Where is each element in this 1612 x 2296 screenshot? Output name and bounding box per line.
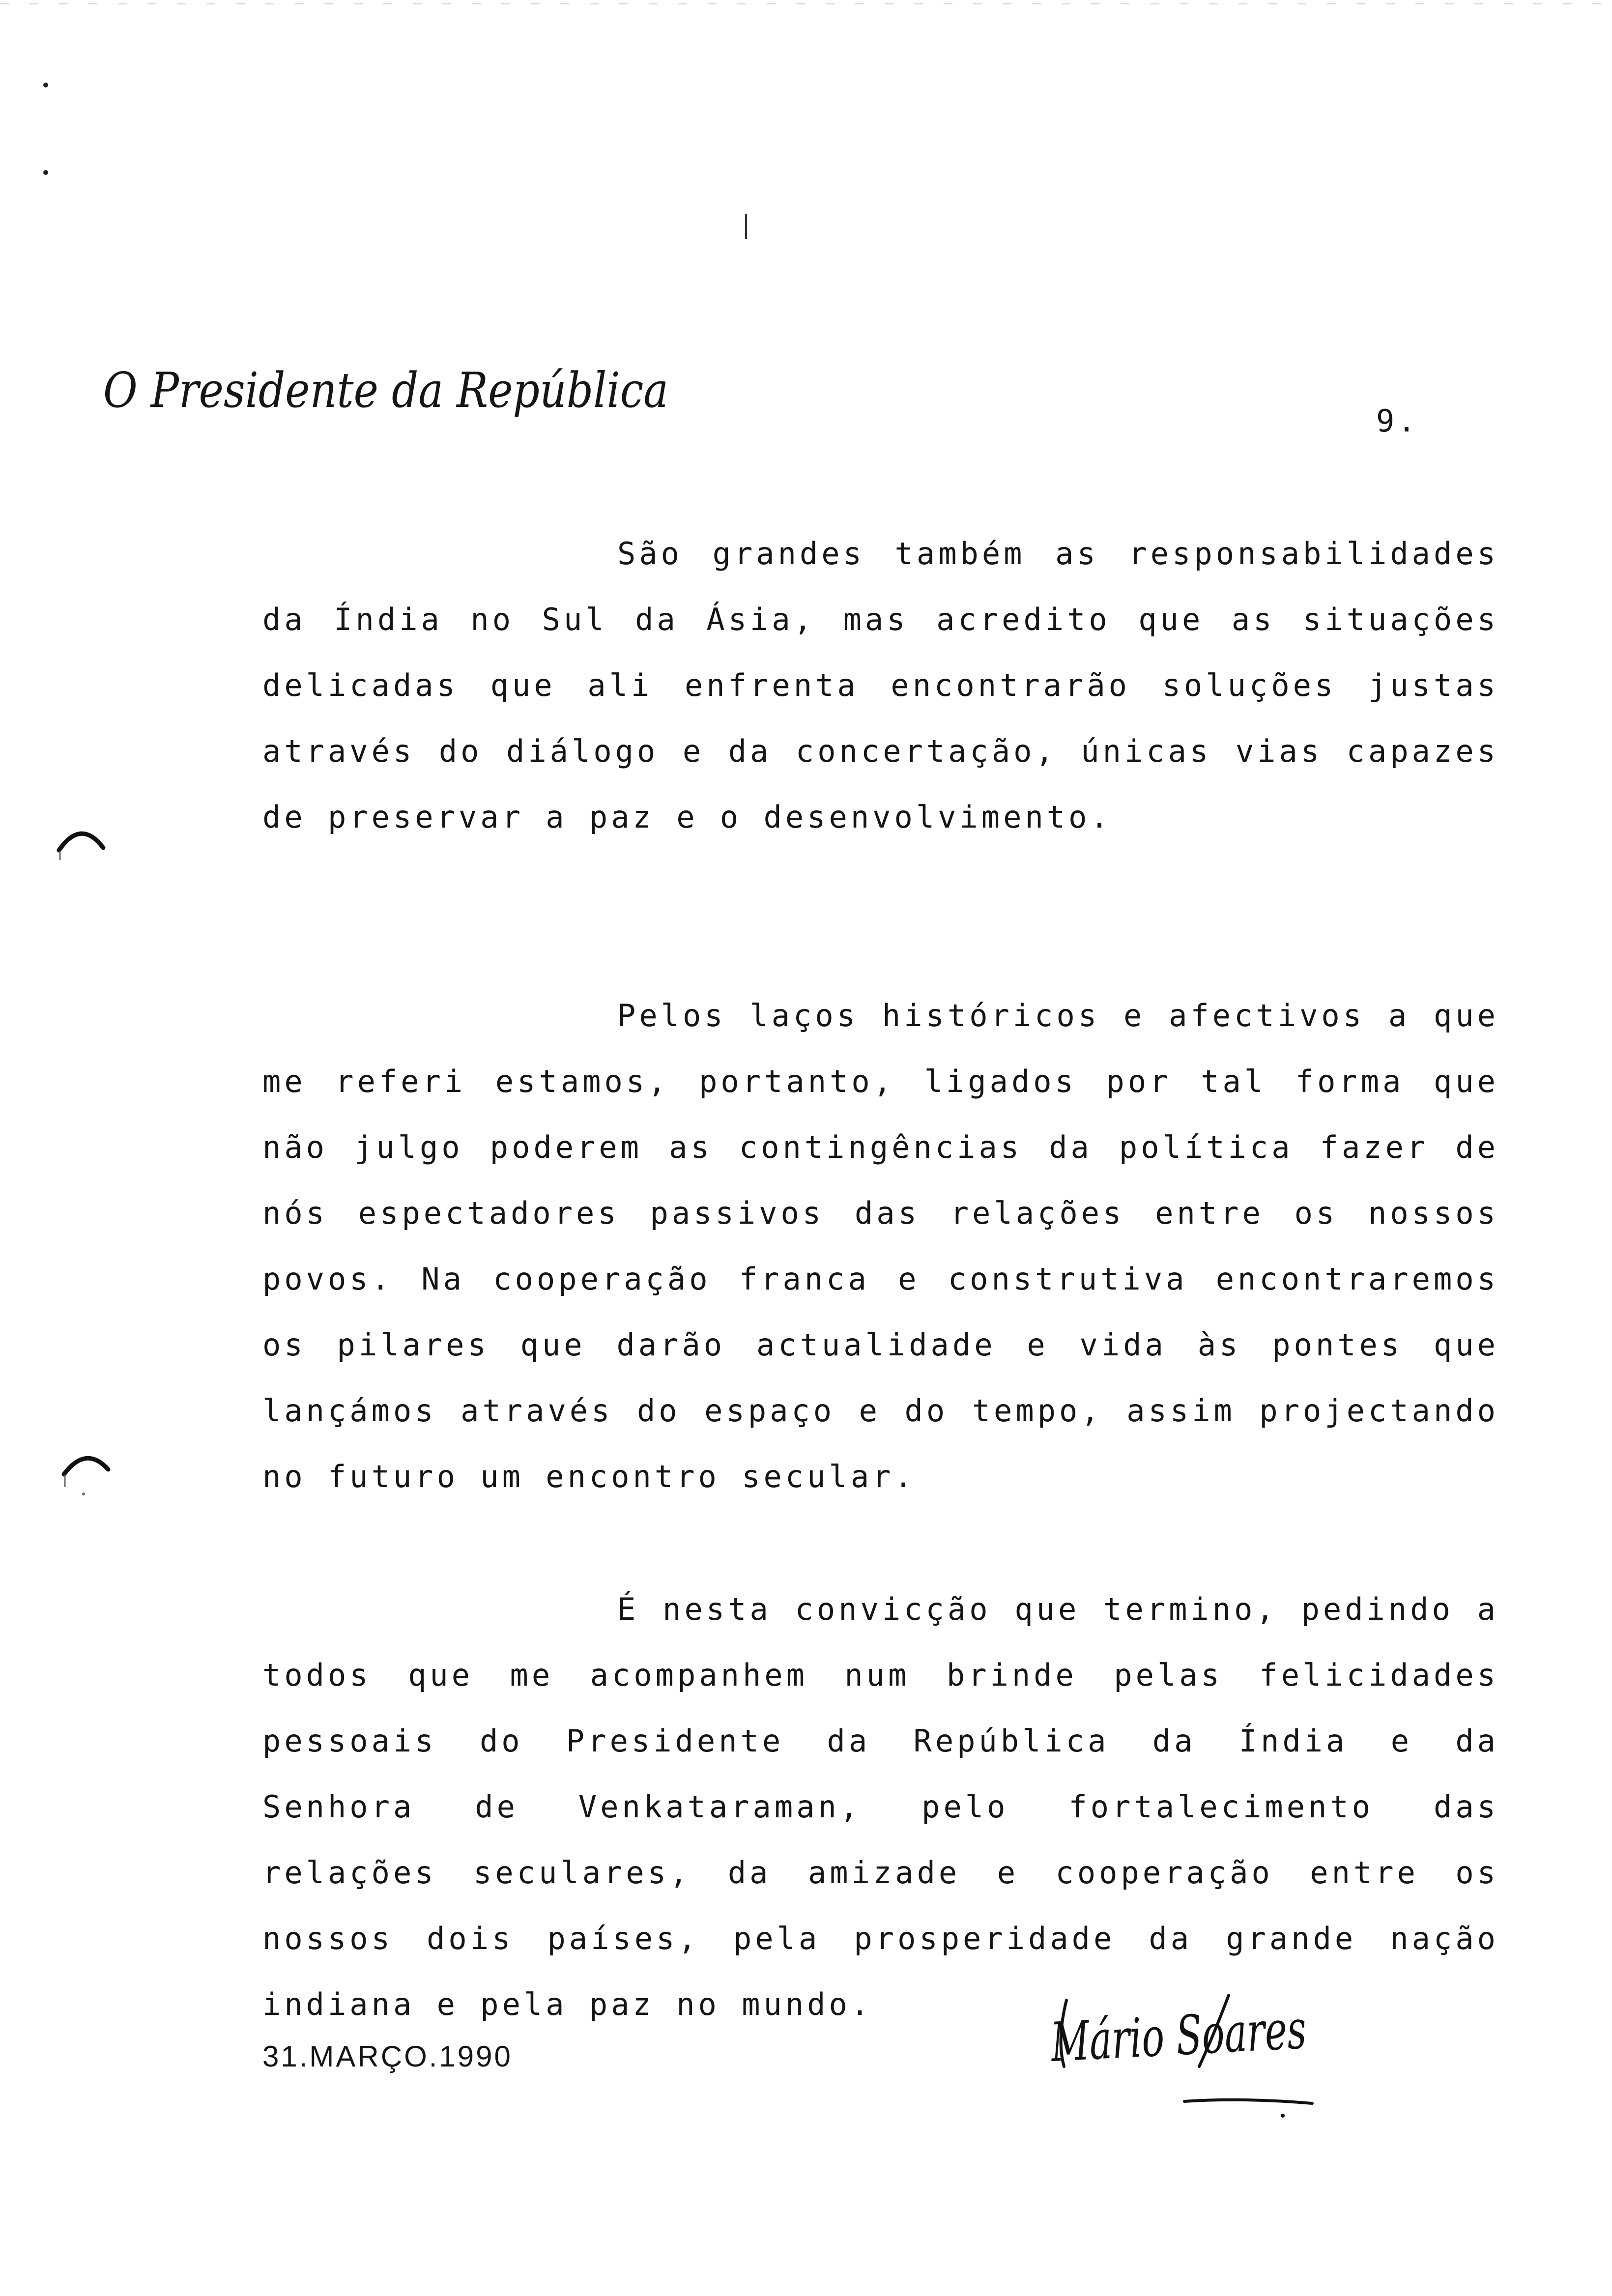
paragraph-2 (262, 983, 1499, 1510)
signature-handwriting (1049, 1992, 1420, 2118)
svg-text:Mário Soares: Mário Soares (1049, 1992, 1420, 2074)
page-number: 9. (1376, 403, 1419, 439)
paragraph-text: É nesta convicção que termino, pedindo a todos que me acompanhem num brinde pelas felicidades pessoais do Presidente da República da Índia e da Senhora de Venkataraman, pelo fortalecimento das relações seculares, da amizade e cooperação entre os nossos dois países, pela prosperidade da grande nação indiana e pela paz no mundo. (262, 1591, 1499, 2022)
paragraph-text: Pelos laços históricos e afectivos a que me referi estamos, portanto, ligados por tal forma que não julgo poderem as contingências da política fazer de nós espectadores passivos das relações entre os nossos povos. Na cooperação franca e construtiva encontraremos os pilares que darão actualidade e vida às pontes que lançámos através do espaço e do tempo, assim projectando no futuro um encontro secular. (262, 998, 1499, 1494)
paragraph-3 (262, 1577, 1499, 2038)
letterhead-logo (103, 354, 693, 428)
signature (1037, 1980, 1420, 2128)
scan-tick (745, 214, 747, 239)
date: 31.MARÇO.1990 (262, 2040, 513, 2073)
punch-hole-mark (59, 1445, 113, 1499)
scan-speck (43, 83, 48, 87)
letterhead-title: O Presidente da República (103, 363, 668, 419)
paragraph-1 (262, 521, 1499, 850)
scan-speck (43, 170, 48, 175)
punch-hole-mark (54, 821, 108, 870)
paragraph-text: São grandes também as responsabilidades da Índia no Sul da Ásia, mas acredito que as situações delicadas que ali enfrenta encontrarão soluções justas através do diálogo e da concertação, únicas vias capazes de preservar a paz e o desenvolvimento. (262, 536, 1499, 835)
scan-edge-noise (0, 3, 1612, 4)
